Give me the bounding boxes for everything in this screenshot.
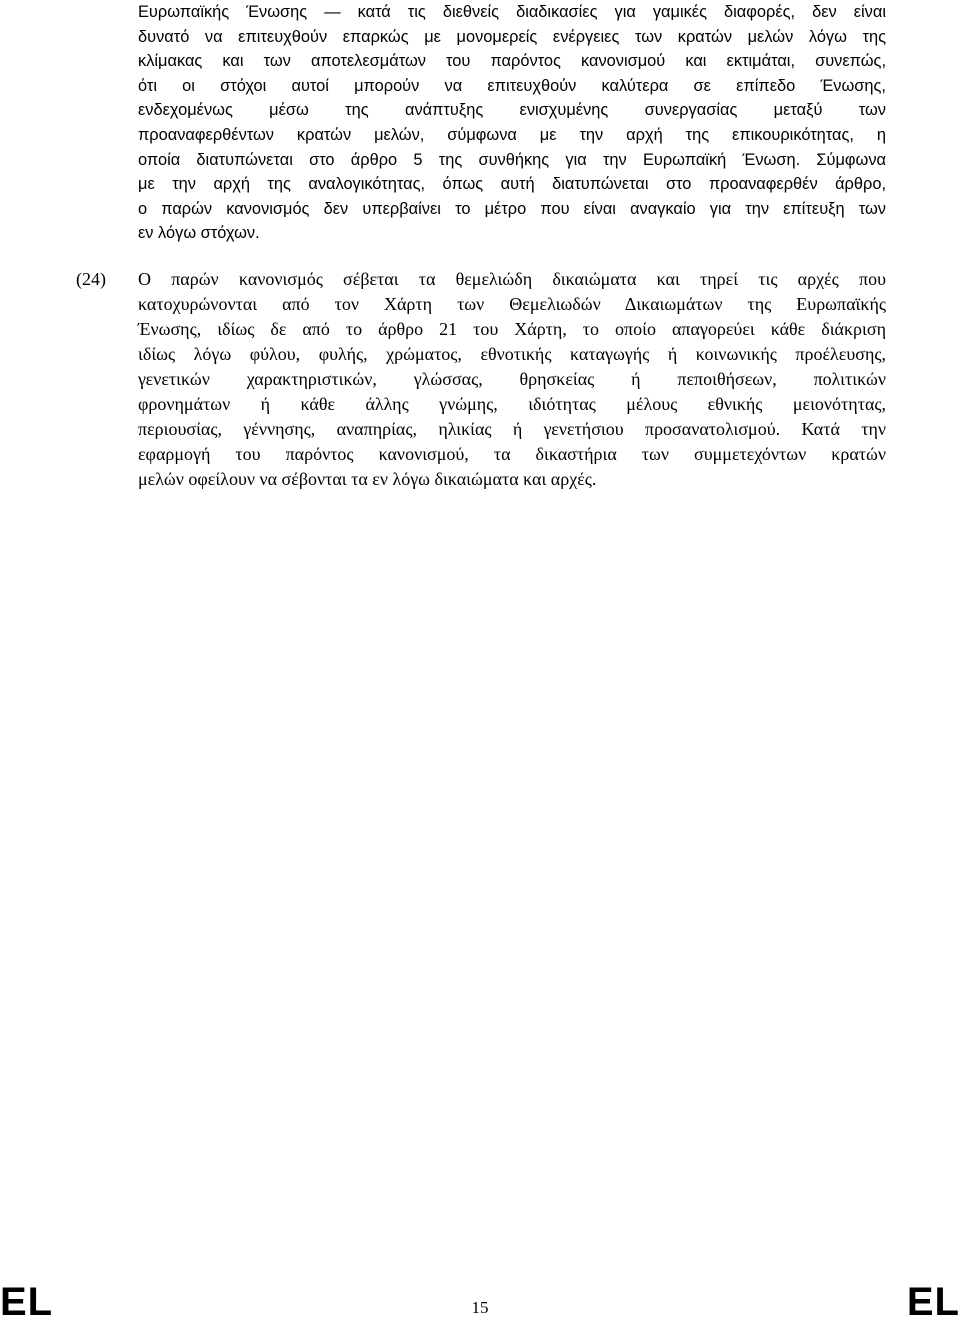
paragraph-line: γενετικών χαρακτηριστικών, γλώσσας, θρησκείας ή πεποιθήσεων, πολιτικών bbox=[138, 369, 886, 389]
paragraph-line: δυνατό να επιτευχθούν επαρκώς με μονομερείς ενέργειες των κρατών μελών λόγω της bbox=[138, 27, 886, 46]
paragraph-line: κλίμακας και των αποτελεσμάτων του παρόντος κανονισμού και εκτιμάται, συνεπώς, bbox=[138, 52, 886, 71]
footer-language-code-left: EL bbox=[0, 1280, 54, 1324]
page-number: 15 bbox=[471, 1298, 489, 1317]
paragraph-line: μελών οφείλουν να σέβονται τα εν λόγω δικαιώματα και αρχές. bbox=[138, 469, 597, 489]
paragraph-23 bbox=[138, 0, 886, 246]
paragraph-number: (24) bbox=[76, 269, 106, 289]
paragraph-line: εν λόγω στόχων. bbox=[138, 224, 260, 243]
paragraph-line: Ένωσης, ιδίως δε από το άρθρο 21 του Χάρτη, το οποίο απαγορεύει κάθε διάκριση bbox=[138, 319, 886, 339]
paragraph-line: Ο παρών κανονισμός σέβεται τα θεμελιώδη δικαιώματα και τηρεί τις αρχές που bbox=[138, 269, 886, 289]
paragraph-line: ότι οι στόχοι αυτοί μπορούν να επιτευχθούν καλύτερα σε επίπεδο Ένωσης, bbox=[138, 76, 886, 95]
paragraph-line: εφαρμογή του παρόντος κανονισμού, τα δικαστήρια των συμμετεχόντων κρατών bbox=[138, 444, 886, 464]
footer-language-code-right: EL bbox=[906, 1280, 960, 1324]
paragraph-line: προαναφερθέντων κρατών μελών, σύμφωνα με την αρχή της επικουρικότητας, η bbox=[138, 125, 886, 144]
paragraph-line: ιδίως λόγω φύλου, φυλής, χρώματος, εθνοτικής καταγωγής ή κοινωνικής προέλευσης, bbox=[138, 344, 886, 364]
paragraph-line: ενδεχομένως μέσω της ανάπτυξης ενισχυμένης συνεργασίας μεταξύ των bbox=[138, 101, 886, 120]
paragraph-line: ο παρών κανονισμός δεν υπερβαίνει το μέτρο που είναι αναγκαίο για την επίτευξη των bbox=[138, 199, 886, 218]
paragraph-24 bbox=[138, 267, 886, 492]
paragraph-line: φρονημάτων ή κάθε άλλης γνώμης, ιδιότητας μέλους εθνικής μειονότητας, bbox=[138, 394, 886, 414]
paragraph-line: Ευρωπαϊκής Ένωσης — κατά τις διεθνείς διαδικασίες για γαμικές διαφορές, δεν είναι bbox=[138, 3, 886, 21]
paragraph-line: κατοχυρώνονται από τον Χάρτη των Θεμελιωδών Δικαιωμάτων της Ευρωπαϊκής bbox=[138, 294, 886, 314]
paragraph-line: οποία διατυπώνεται στο άρθρο 5 της συνθήκης για την Ευρωπαϊκή Ένωση. Σύμφωνα bbox=[138, 150, 886, 169]
paragraph-line: περιουσίας, γέννησης, αναπηρίας, ηλικίας ή γενετήσιου προσανατολισμού. Κατά την bbox=[138, 419, 886, 439]
paragraph-line: με την αρχή της αναλογικότητας, όπως αυτή διατυπώνεται στο προαναφερθέν άρθρο, bbox=[138, 175, 886, 194]
